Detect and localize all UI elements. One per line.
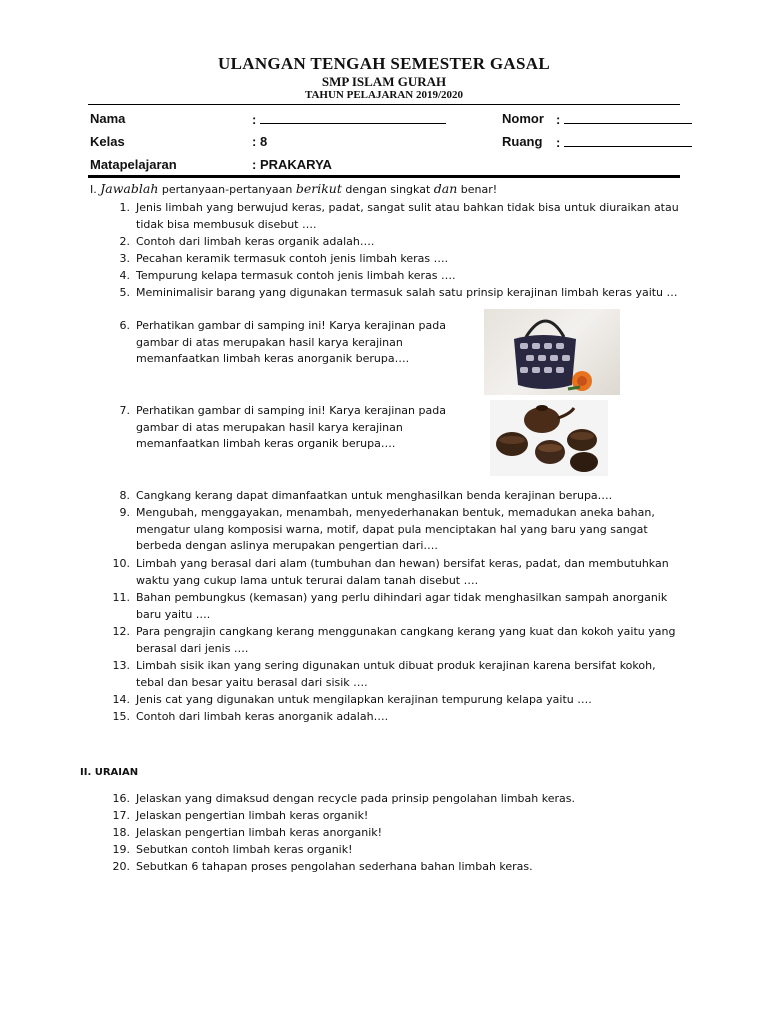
question-number: 14.	[112, 693, 130, 706]
essay-number: 16.	[112, 792, 130, 805]
ruang-label: Ruang	[502, 134, 543, 149]
school-name: SMP ISLAM GURAH	[321, 74, 447, 89]
question-text: Jenis cat yang digunakan untuk mengilapkan kerajinan tempurung kelapa yaitu ….	[136, 693, 592, 706]
question-text: Perhatikan gambar di samping ini! Karya kerajinan pada gambar di atas merupakan hasil karya kerajinan memanfaatkan limbah keras organik berupa….	[136, 404, 446, 450]
question-item	[110, 692, 680, 709]
handbag-image	[484, 309, 620, 395]
academic-year: TAHUN PELAJARAN 2019/2020	[304, 89, 464, 101]
question-number: 8.	[119, 489, 130, 502]
ruang-field: :	[556, 134, 692, 150]
kelas-label: Kelas	[90, 134, 125, 149]
question-number: 3.	[119, 252, 130, 265]
kelas-value: : 8	[252, 134, 268, 149]
question-item	[110, 285, 680, 302]
question-number: 13.	[112, 659, 130, 672]
question-text: Perhatikan gambar di samping ini! Karya kerajinan pada gambar di atas merupakan hasil karya kerajinan memanfaatkan limbah keras anorganik berupa….	[136, 319, 446, 365]
question-item	[110, 556, 680, 589]
question-number: 10.	[112, 557, 130, 570]
nama-field: :	[252, 111, 446, 127]
exam-title: ULANGAN TENGAH SEMESTER GASAL	[218, 54, 550, 73]
essay-item	[110, 825, 680, 842]
question-text: Contoh dari limbah keras anorganik adalah….	[136, 710, 389, 723]
question-text: Contoh dari limbah keras organik adalah….	[136, 235, 375, 248]
question-number: 6.	[119, 319, 130, 332]
question-item	[110, 268, 680, 285]
question-number: 4.	[119, 269, 130, 282]
question-text: Jenis limbah yang berwujud keras, padat, sangat sulit atau bahkan tidak bisa untuk diuraikan atau tidak bisa membusuk disebut ….	[136, 201, 679, 231]
essay-text: Sebutkan 6 tahapan proses pengolahan sederhana bahan limbah keras.	[136, 860, 533, 873]
essay-item	[110, 808, 680, 825]
essay-text: Jelaskan pengertian limbah keras anorganik!	[136, 826, 383, 839]
question-item	[110, 590, 680, 623]
question-number: 15.	[112, 710, 130, 723]
question-number: 11.	[112, 591, 130, 604]
question-text: Meminimalisir barang yang digunakan termasuk salah satu prinsip kerajinan limbah keras yaitu …	[136, 286, 678, 299]
question-number: 5.	[119, 286, 130, 299]
essay-item	[110, 791, 680, 808]
question-text: Tempurung kelapa termasuk contoh jenis limbah keras ….	[136, 269, 456, 282]
essay-text: Jelaskan yang dimaksud dengan recycle pada prinsip pengolahan limbah keras.	[136, 792, 575, 805]
question-number: 2.	[119, 235, 130, 248]
question-text: Para pengrajin cangkang kerang menggunakan cangkang kerang yang kuat dan kokoh yaitu yang berasal dari jenis ….	[136, 625, 676, 655]
section1-instruction: I. Jawablah pertanyaan-pertanyaan berikut dengan singkat dan benar!	[90, 181, 498, 196]
header-divider	[88, 104, 680, 105]
question-item	[110, 251, 680, 268]
question-text: Limbah yang berasal dari alam (tumbuhan dan hewan) bersifat keras, padat, dan membutuhkan waktu yang cukup lama untuk terurai dalam tanah disebut ….	[136, 557, 669, 587]
essay-text: Sebutkan contoh limbah keras organik!	[136, 843, 353, 856]
question-number: 12.	[112, 625, 130, 638]
question-item	[110, 505, 680, 555]
question-item	[110, 200, 680, 233]
mapel-value: : PRAKARYA	[252, 157, 332, 172]
question-item	[110, 234, 680, 251]
teaset-image	[490, 400, 608, 476]
nomor-label: Nomor	[502, 111, 544, 126]
question-text: Pecahan keramik termasuk contoh jenis limbah keras ….	[136, 252, 449, 265]
nomor-field: :	[556, 111, 692, 127]
essay-item	[110, 842, 680, 859]
nama-label: Nama	[90, 111, 126, 126]
info-divider	[88, 175, 680, 178]
essay-text: Jelaskan pengertian limbah keras organik!	[136, 809, 369, 822]
question-number: 9.	[119, 506, 130, 519]
question-text: Bahan pembungkus (kemasan) yang perlu dihindari agar tidak menghasilkan sampah anorganik baru yaitu ….	[136, 591, 668, 621]
question-number: 7.	[119, 404, 130, 417]
question-item	[110, 488, 680, 505]
essay-number: 20.	[112, 860, 130, 873]
section2-title: II. URAIAN	[80, 767, 139, 778]
question-item	[110, 709, 680, 726]
essay-item	[110, 859, 680, 876]
question-number: 1.	[119, 201, 130, 214]
essay-number: 19.	[112, 843, 130, 856]
question-text: Mengubah, menggayakan, menambah, menyederhanakan bentuk, memadukan aneka bahan, mengatur ulang komposisi warna, motif, dapat pula menciptakan hal yang baru yang sangat berbeda dengan aslinya merupakan pengertian dari….	[136, 506, 655, 552]
mapel-label: Matapelajaran	[90, 157, 177, 172]
question-text: Limbah sisik ikan yang sering digunakan untuk dibuat produk kerajinan karena bersifat kokoh, tebal dan besar yaitu berasal dari sisik ….	[136, 659, 656, 689]
essay-number: 17.	[112, 809, 130, 822]
question-text: Cangkang kerang dapat dimanfaatkan untuk menghasilkan benda kerajinan berupa….	[136, 489, 613, 502]
essay-number: 18.	[112, 826, 130, 839]
question-item	[110, 624, 680, 657]
question-item	[110, 658, 680, 691]
